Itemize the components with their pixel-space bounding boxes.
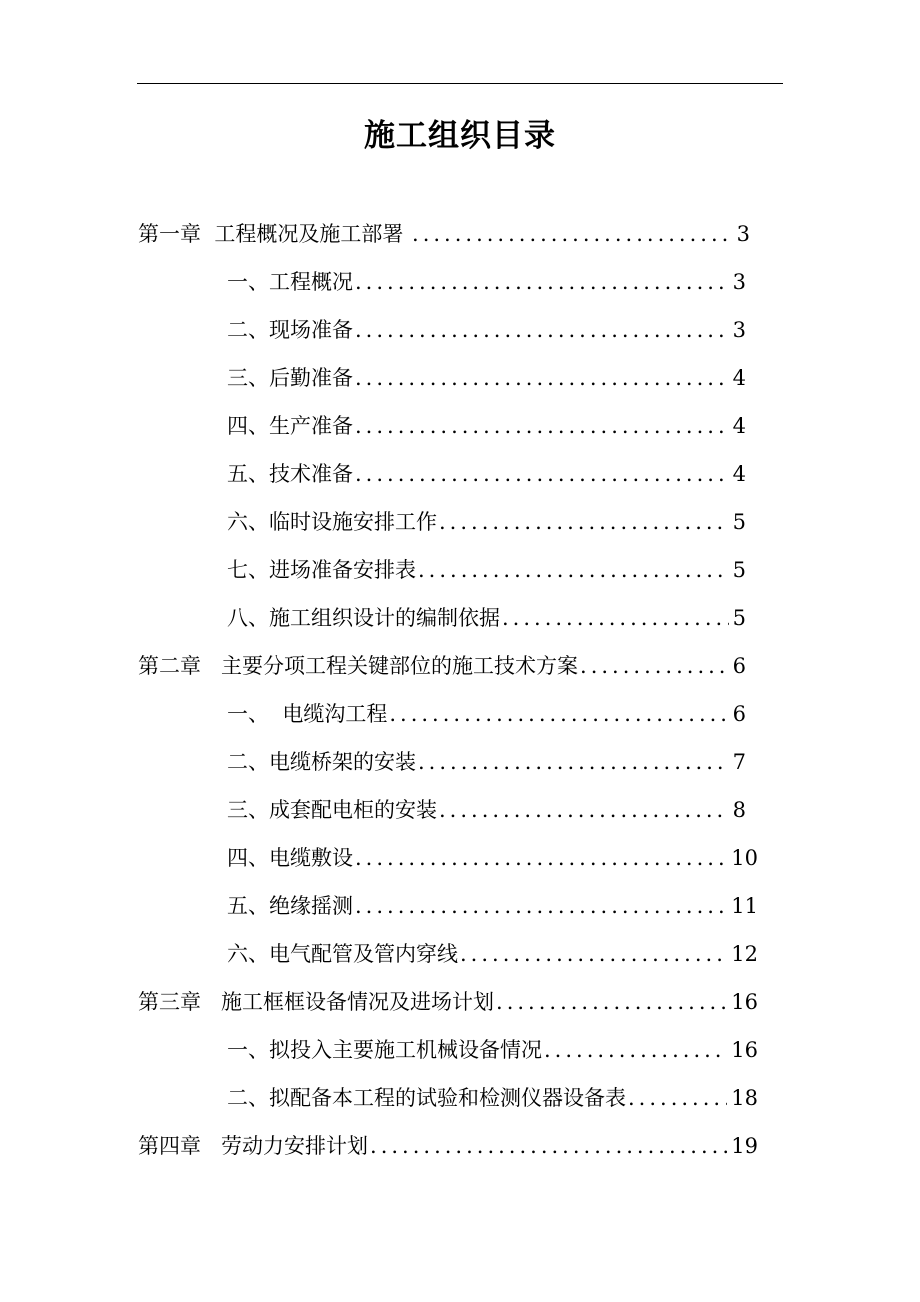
toc-leader-dots — [544, 1030, 727, 1070]
toc-page-number: 5 — [732, 558, 746, 582]
toc-leader-dots — [439, 790, 729, 830]
toc-section[interactable] — [227, 742, 746, 782]
toc-entry-label: 第四章 劳动力安排计划 — [138, 1134, 369, 1158]
toc-page-number: 10 — [731, 846, 758, 870]
toc-entry-label: 四、电缆敷设 — [227, 846, 353, 870]
toc-entry-label: 一、拟投入主要施工机械设备情况 — [227, 1038, 542, 1062]
toc-entry-label: 二、现场准备 — [227, 318, 353, 342]
toc-page-number: 16 — [731, 990, 758, 1014]
toc-leader-dots — [496, 982, 727, 1022]
toc-page-number: 3 — [736, 222, 750, 246]
toc-section[interactable] — [227, 886, 758, 926]
toc-entry-label: 六、电气配管及管内穿线 — [227, 942, 458, 966]
toc-entry-label: 第三章 施工框框设备情况及进场计划 — [138, 990, 495, 1014]
toc-leader-dots — [439, 502, 729, 542]
toc-page-number: 7 — [732, 750, 746, 774]
toc-section[interactable] — [227, 406, 746, 446]
toc-leader-dots — [418, 742, 729, 782]
toc-entry-label: 二、拟配备本工程的试验和检测仪器设备表 — [227, 1086, 626, 1110]
toc-entry-label: 二、电缆桥架的安装 — [227, 750, 416, 774]
toc-page-number: 11 — [731, 894, 758, 918]
toc-section[interactable] — [227, 1030, 758, 1070]
toc-entry-label: 第二章 主要分项工程关键部位的施工技术方案 — [138, 654, 579, 678]
toc-section[interactable] — [227, 358, 746, 398]
toc-section[interactable] — [227, 502, 746, 542]
toc-leader-dots — [355, 310, 729, 350]
toc-chapter-4[interactable] — [138, 1126, 758, 1166]
toc-section[interactable] — [227, 934, 758, 974]
toc-leader-dots — [628, 1078, 727, 1118]
toc-page-number: 6 — [732, 702, 746, 726]
toc-section[interactable] — [227, 310, 746, 350]
toc-leader-dots — [355, 886, 727, 926]
toc-page-number: 3 — [732, 270, 746, 294]
toc-page-number: 16 — [731, 1038, 758, 1062]
toc-section[interactable] — [227, 598, 746, 638]
document-title: 施工组织目录 — [364, 118, 556, 154]
toc-section[interactable] — [227, 790, 746, 830]
toc-entry-label: 三、后勤准备 — [227, 366, 353, 390]
toc-entry-label: 六、临时设施安排工作 — [227, 510, 437, 534]
toc-leader-dots — [355, 838, 727, 878]
toc-leader-dots — [580, 646, 729, 686]
toc-leader-dots — [389, 694, 728, 734]
toc-chapter-3[interactable] — [138, 982, 758, 1022]
toc-page-number: 18 — [731, 1086, 758, 1110]
toc-entry-label: 四、生产准备 — [227, 414, 353, 438]
toc-page-number: 3 — [732, 318, 746, 342]
toc-page-number: 4 — [732, 366, 746, 390]
toc-entry-label: 七、进场准备安排表 — [227, 558, 416, 582]
toc-page-number: 6 — [732, 654, 746, 678]
toc-section[interactable] — [227, 1078, 758, 1118]
toc-page-number: 5 — [732, 510, 746, 534]
toc-entry-label: 五、绝缘摇测 — [227, 894, 353, 918]
toc-leader-dots — [355, 406, 729, 446]
toc-page-number: 12 — [731, 942, 758, 966]
toc-entry-label: 一、 电缆沟工程 — [227, 702, 388, 726]
toc-section[interactable] — [227, 550, 746, 590]
toc-section[interactable] — [227, 454, 746, 494]
header-rule — [137, 83, 783, 84]
toc-entry-label: 三、成套配电柜的安装 — [227, 798, 437, 822]
toc-page-number: 4 — [732, 462, 746, 486]
toc-entry-label: 一、工程概况 — [227, 270, 353, 294]
toc-leader-dots — [355, 454, 729, 494]
toc-page-number: 5 — [732, 606, 746, 630]
toc-section[interactable] — [227, 262, 746, 302]
toc-page-number: 4 — [732, 414, 746, 438]
toc-entry-label: 八、施工组织设计的编制依据 — [227, 606, 500, 630]
toc-chapter-1[interactable] — [138, 214, 750, 254]
toc-leader-dots — [418, 550, 729, 590]
toc-leader-dots — [355, 262, 729, 302]
toc-section[interactable] — [227, 694, 746, 734]
toc-chapter-2[interactable] — [138, 646, 746, 686]
toc-entry-label: 第一章 工程概况及施工部署 — [138, 222, 411, 246]
toc-leader-dots — [502, 598, 729, 638]
toc-entry-label: 五、技术准备 — [227, 462, 353, 486]
toc-page-number: 8 — [732, 798, 746, 822]
toc-leader-dots — [355, 358, 729, 398]
toc-leader-dots — [370, 1126, 727, 1166]
toc-section[interactable] — [227, 838, 758, 878]
toc-page-number: 19 — [731, 1134, 758, 1158]
toc-leader-dots — [412, 214, 733, 254]
toc-leader-dots — [460, 934, 727, 974]
